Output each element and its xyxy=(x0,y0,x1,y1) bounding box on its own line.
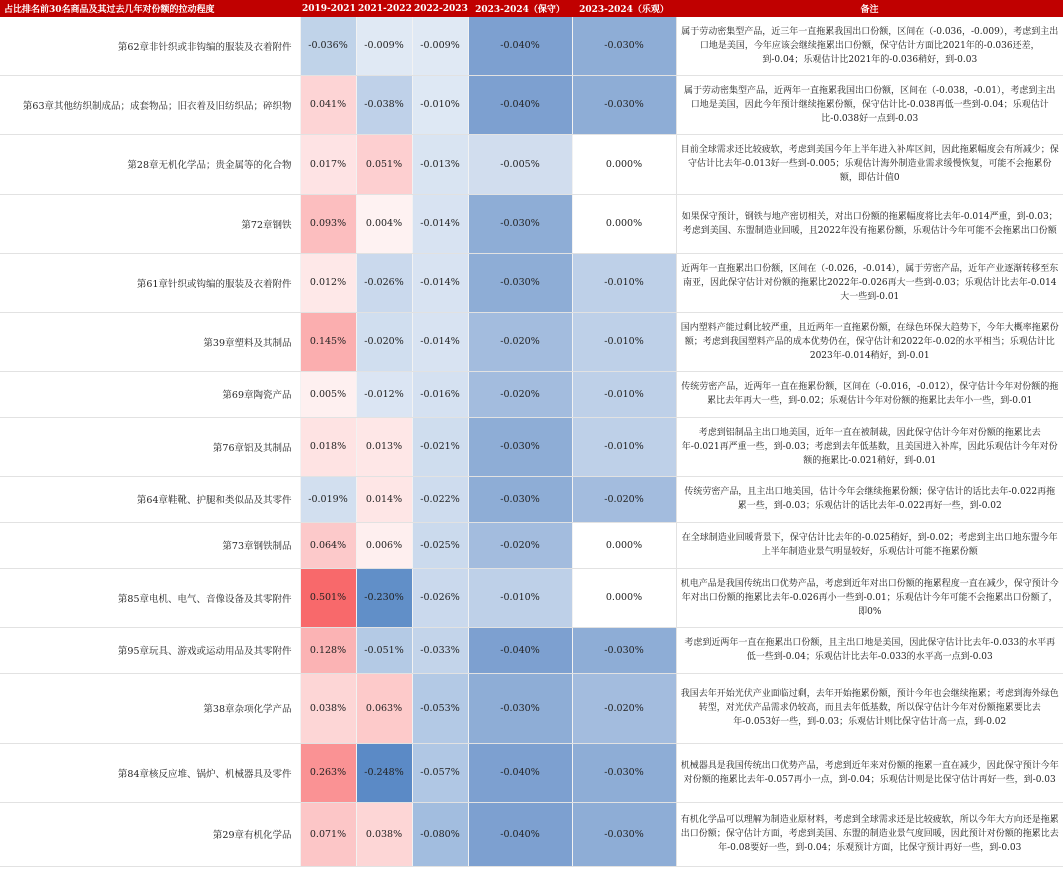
note-text: 考虑到近两年一直在拖累出口份额，且主出口地是美国，因此保守估计比去年-0.033的水平再低一些到-0.04；乐观估计比去年-0.033的水平高一点到-0.03 xyxy=(676,627,1063,673)
value-2023-2024-conservative: -0.040% xyxy=(468,627,572,673)
product-name: 第73章钢铁制品 xyxy=(0,522,300,568)
note-text: 有机化学品可以理解为制造业原材料，考虑到全球需求还是比较疲软，所以今年大方向还是拖累出口份额；保守估计方面，考虑到美国、东盟的制造业景气度回暖，因此预计对份额的拖累比去年-0.08要好一些，到-0.04；乐观预计方面，比保守预计再好一些，到-0.03 xyxy=(676,802,1063,866)
value-2021-2022: 0.038% xyxy=(356,802,412,866)
value-2023-2024-optimistic: -0.030% xyxy=(572,802,676,866)
product-name: 第76章铝及其制品 xyxy=(0,417,300,476)
header-2019-2021: 2019-2021 xyxy=(300,0,356,17)
product-name: 第72章钢铁 xyxy=(0,194,300,253)
value-2019-2021: -0.019% xyxy=(300,476,356,522)
value-2022-2023: -0.014% xyxy=(412,253,468,312)
product-name: 第95章玩具、游戏或运动用品及其零附件 xyxy=(0,627,300,673)
product-name: 第39章塑料及其制品 xyxy=(0,312,300,371)
note-text: 属于劳动密集型产品，近两年一直拖累我国出口份额，区间在（-0.038，-0.01），考虑到主出口地是美国，因此今年预计继续拖累份额，保守估计比-0.038再低一些到-0.04；乐观估计比-0.038好一点到-0.03 xyxy=(676,75,1063,134)
value-2021-2022: -0.038% xyxy=(356,75,412,134)
table-row xyxy=(0,134,1063,194)
value-2019-2021: 0.018% xyxy=(300,417,356,476)
product-name: 第84章核反应堆、锅炉、机械器具及零件 xyxy=(0,743,300,802)
product-name: 第29章有机化学品 xyxy=(0,802,300,866)
product-name: 第64章鞋靴、护腿和类似品及其零件 xyxy=(0,476,300,522)
header-2023-2024-conservative: 2023-2024（保守） xyxy=(468,0,572,17)
note-text: 传统劳密产品，且主出口地美国，估计今年会继续拖累份额；保守估计的话比去年-0.022再拖累一些，到-0.03；乐观估计的话比去年-0.022再好一些，到-0.02 xyxy=(676,476,1063,522)
value-2022-2023: -0.022% xyxy=(412,476,468,522)
value-2023-2024-conservative: -0.020% xyxy=(468,522,572,568)
value-2021-2022: -0.051% xyxy=(356,627,412,673)
table-body xyxy=(0,17,1063,866)
value-2023-2024-conservative: -0.030% xyxy=(468,253,572,312)
header-2021-2022: 2021-2022 xyxy=(356,0,412,17)
header-2022-2023: 2022-2023 xyxy=(412,0,468,17)
value-2021-2022: -0.009% xyxy=(356,17,412,75)
header-notes: 备注 xyxy=(676,0,1063,17)
value-2023-2024-conservative: -0.040% xyxy=(468,17,572,75)
value-2021-2022: 0.051% xyxy=(356,134,412,194)
note-text: 传统劳密产品，近两年一直在拖累份额，区间在（-0.016，-0.012），保守估计今年对份额的拖累比去年再大一些，到-0.02；乐观估计今年对份额的拖累比去年小一些，到-0.01 xyxy=(676,371,1063,417)
header-2023-2024-optimistic: 2023-2024（乐观） xyxy=(572,0,676,17)
value-2021-2022: 0.063% xyxy=(356,673,412,743)
value-2022-2023: -0.053% xyxy=(412,673,468,743)
product-name: 第38章杂项化学产品 xyxy=(0,673,300,743)
value-2023-2024-conservative: -0.040% xyxy=(468,802,572,866)
value-2023-2024-optimistic: 0.000% xyxy=(572,568,676,627)
note-text: 我国去年开始光伏产业面临过剩，去年开始拖累份额，预计今年也会继续拖累；考虑到海外绿色转型，对光伏产品需求仍较高，而且去年低基数，所以保守估计今年对份额拖累要比去年-0.053好一些，到-0.03；乐观估计则比保守估计高一点，到-0.02 xyxy=(676,673,1063,743)
value-2023-2024-conservative: -0.030% xyxy=(468,194,572,253)
product-name: 第63章其他纺织制成品；成套物品；旧衣着及旧纺织品；碎织物 xyxy=(0,75,300,134)
table-row xyxy=(0,253,1063,312)
value-2023-2024-optimistic: -0.010% xyxy=(572,417,676,476)
note-text: 考虑到铝制品主出口地美国，近年一直在被制裁，因此保守估计今年对份额的拖累比去年-0.021再严重一些，到-0.03；考虑到去年低基数，且美国进入补库，因此乐观估计今年对份额的拖累比-0.021稍好，到-0.01 xyxy=(676,417,1063,476)
value-2021-2022: -0.012% xyxy=(356,371,412,417)
value-2023-2024-optimistic: -0.020% xyxy=(572,673,676,743)
value-2019-2021: -0.036% xyxy=(300,17,356,75)
value-2023-2024-optimistic: 0.000% xyxy=(572,134,676,194)
table-row xyxy=(0,476,1063,522)
value-2022-2023: -0.016% xyxy=(412,371,468,417)
value-2023-2024-conservative: -0.030% xyxy=(468,476,572,522)
value-2023-2024-optimistic: 0.000% xyxy=(572,194,676,253)
value-2019-2021: 0.038% xyxy=(300,673,356,743)
product-name: 第62章非针织或非钩编的服装及衣着附件 xyxy=(0,17,300,75)
value-2022-2023: -0.014% xyxy=(412,194,468,253)
value-2019-2021: 0.071% xyxy=(300,802,356,866)
value-2021-2022: -0.230% xyxy=(356,568,412,627)
value-2023-2024-optimistic: -0.030% xyxy=(572,75,676,134)
value-2023-2024-optimistic: -0.010% xyxy=(572,253,676,312)
table-row xyxy=(0,522,1063,568)
value-2021-2022: 0.006% xyxy=(356,522,412,568)
value-2023-2024-conservative: -0.030% xyxy=(468,673,572,743)
value-2019-2021: 0.501% xyxy=(300,568,356,627)
note-text: 属于劳动密集型产品，近三年一直拖累我国出口份额，区间在（-0.036，-0.009），考虑到主出口地是美国，今年应该会继续拖累出口份额，保守估计方面比2021年的-0.036还差，到-0.04；乐观估计比2021年的-0.036稍好，到-0.03 xyxy=(676,17,1063,75)
value-2022-2023: -0.057% xyxy=(412,743,468,802)
value-2021-2022: 0.013% xyxy=(356,417,412,476)
table-row xyxy=(0,627,1063,673)
value-2023-2024-conservative: -0.030% xyxy=(468,417,572,476)
note-text: 国内塑料产能过剩比较严重，且近两年一直拖累份额，在绿色环保大趋势下，今年大概率拖累份额；考虑到我国塑料产品的成本优势仍在，保守估计和2022年-0.02的水平相当；乐观估计比2023年-0.014稍好，到-0.01 xyxy=(676,312,1063,371)
table-row xyxy=(0,312,1063,371)
table-row xyxy=(0,417,1063,476)
table-row xyxy=(0,194,1063,253)
value-2019-2021: 0.263% xyxy=(300,743,356,802)
value-2022-2023: -0.033% xyxy=(412,627,468,673)
value-2022-2023: -0.013% xyxy=(412,134,468,194)
table-row xyxy=(0,17,1063,75)
note-text: 目前全球需求还比较疲软，考虑到美国今年上半年进入补库区间，因此拖累幅度会有所减少；保守估计比去年-0.013好一些到-0.005；乐观估计海外制造业需求缓慢恢复，可能不会拖累份额，即估计值0 xyxy=(676,134,1063,194)
value-2022-2023: -0.080% xyxy=(412,802,468,866)
value-2022-2023: -0.025% xyxy=(412,522,468,568)
value-2019-2021: 0.128% xyxy=(300,627,356,673)
table-row xyxy=(0,568,1063,627)
value-2022-2023: -0.021% xyxy=(412,417,468,476)
value-2023-2024-optimistic: -0.030% xyxy=(572,743,676,802)
value-2021-2022: 0.004% xyxy=(356,194,412,253)
value-2019-2021: 0.012% xyxy=(300,253,356,312)
product-name: 第28章无机化学品；贵金属等的化合物 xyxy=(0,134,300,194)
table-row xyxy=(0,371,1063,417)
value-2019-2021: 0.017% xyxy=(300,134,356,194)
value-2023-2024-optimistic: -0.010% xyxy=(572,371,676,417)
note-text: 近两年一直拖累出口份额，区间在（-0.026，-0.014），属于劳密产品，近年产业逐渐转移至东南亚，因此保守估计对份额的拖累比2022年-0.026再大一些到-0.03；乐观估计比去年-0.014大一些到-0.01 xyxy=(676,253,1063,312)
value-2023-2024-optimistic: 0.000% xyxy=(572,522,676,568)
product-name: 第85章电机、电气、音像设备及其零附件 xyxy=(0,568,300,627)
value-2023-2024-optimistic: -0.030% xyxy=(572,627,676,673)
table-row xyxy=(0,802,1063,866)
value-2023-2024-conservative: -0.040% xyxy=(468,743,572,802)
value-2019-2021: 0.145% xyxy=(300,312,356,371)
value-2019-2021: 0.093% xyxy=(300,194,356,253)
table-header xyxy=(0,0,1063,17)
value-2022-2023: -0.026% xyxy=(412,568,468,627)
table-row xyxy=(0,743,1063,802)
value-2023-2024-conservative: -0.020% xyxy=(468,312,572,371)
value-2023-2024-optimistic: -0.030% xyxy=(572,17,676,75)
value-2021-2022: -0.020% xyxy=(356,312,412,371)
value-2019-2021: 0.041% xyxy=(300,75,356,134)
value-2019-2021: 0.064% xyxy=(300,522,356,568)
product-name: 第61章针织或钩编的服装及衣着附件 xyxy=(0,253,300,312)
table-row xyxy=(0,673,1063,743)
note-text: 机电产品是我国传统出口优势产品，考虑到近年对出口份额的拖累程度一直在减少，保守预计今年对出口份额的拖累比去年-0.026再小一些到-0.01；乐观估计今年可能不会拖累出口份额了，即0% xyxy=(676,568,1063,627)
note-text: 机械器具是我国传统出口优势产品，考虑到近年来对份额的拖累一直在减少，因此保守预计今年对份额的拖累比去年-0.057再小一点，到-0.04；乐观估计则是比保守估计再好一些，到-0.03 xyxy=(676,743,1063,802)
value-2021-2022: -0.248% xyxy=(356,743,412,802)
value-2023-2024-optimistic: -0.010% xyxy=(572,312,676,371)
value-2023-2024-conservative: -0.010% xyxy=(468,568,572,627)
value-2023-2024-optimistic: -0.020% xyxy=(572,476,676,522)
note-text: 如果保守预计，钢铁与地产密切相关，对出口份额的拖累幅度将比去年-0.014严重，到-0.03；考虑到美国、东盟制造业回暖，且2022年没有拖累份额，乐观估计今年可能不会拖累出口份额 xyxy=(676,194,1063,253)
value-2023-2024-conservative: -0.005% xyxy=(468,134,572,194)
value-2022-2023: -0.009% xyxy=(412,17,468,75)
value-2022-2023: -0.010% xyxy=(412,75,468,134)
header-product: 占比排名前30名商品及其过去几年对份额的拉动程度 xyxy=(0,0,300,17)
value-2021-2022: -0.026% xyxy=(356,253,412,312)
value-2023-2024-conservative: -0.040% xyxy=(468,75,572,134)
value-2022-2023: -0.014% xyxy=(412,312,468,371)
note-text: 在全球制造业回暖背景下，保守估计比去年的-0.025稍好，到-0.02；考虑到主出口地东盟今年上半年制造业景气明显较好，乐观估计可能不拖累份额 xyxy=(676,522,1063,568)
value-2019-2021: 0.005% xyxy=(300,371,356,417)
value-2023-2024-conservative: -0.020% xyxy=(468,371,572,417)
value-2021-2022: 0.014% xyxy=(356,476,412,522)
table-row xyxy=(0,75,1063,134)
product-name: 第69章陶瓷产品 xyxy=(0,371,300,417)
